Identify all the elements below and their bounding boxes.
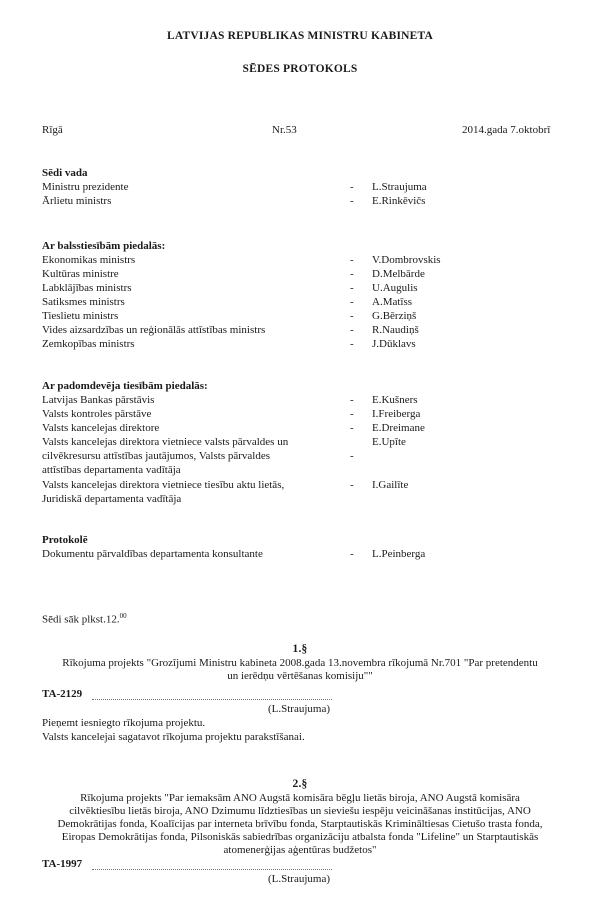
voting-name: V.Dombrovskis [372,254,441,266]
protocol-role: Dokumentu pārvaldības departamenta konsultante [42,548,263,560]
chair-role: Ministru prezidente [42,181,129,193]
voting-role: Labklājības ministrs [42,282,132,294]
advisory-dash: - [350,408,354,420]
advisory-name: E.Kušners [372,394,418,406]
advisory-role: Valsts kontroles pārstāve [42,408,152,420]
document-subtitle: SĒDES PROTOKOLS [242,63,358,75]
start-time-text: Sēdi sāk plkst.12. [42,613,120,626]
voting-role: Zemkopības ministrs [42,338,135,350]
advisory-deputy2-name: I.Gailīte [372,479,409,491]
item2-title-line: Eiropas Demokrātijas fonda, Pilsoniskās sabiedrības organizāciju atbalsta fonda "Lifeline" un Starptautiskās [61,831,539,843]
item1-number: 1.§ [292,643,308,655]
item1-signature-line [92,699,332,700]
protocol-name: L.Peinberga [372,548,426,560]
voting-role: Ekonomikas ministrs [42,254,136,266]
item1-title [30,657,570,683]
item2-title-line: atomenerģijas aģentūras budžetos" [223,844,377,856]
item2-title-line: Demokrātijas fonda, Koalīcijas par interneta brīvību fonda, Starptautiskās Krimināltiesas Cietušo trasta fonda, [57,818,543,830]
voting-role: Vides aizsardzības un reģionālās attīstības ministrs [42,324,266,336]
voting-dash: - [350,310,354,322]
advisory-role: Latvijas Bankas pārstāvis [42,394,155,406]
chair-dash: - [350,181,354,193]
advisory-deputy2-role: Juridiskā departamenta vadītāja [42,493,182,505]
voting-name: J.Dūklavs [372,338,416,350]
item1-decision: Valsts kancelejai sagatavot rīkojuma projektu parakstīšanai. [42,731,305,743]
voting-dash: - [350,268,354,280]
voting-dash: - [350,324,354,336]
advisory-name: I.Freiberga [372,408,421,420]
voting-name: R.Naudiņš [372,324,419,336]
item2-code: TA-1997 [42,858,83,870]
item2-title-line: cilvēktiesību lietās biroja, ANO Dzimumu līdztiesības un sieviešu iespēju veicināšanas institūcijas, ANO [69,805,531,817]
advisory-role: Valsts kancelejas direktore [42,422,160,434]
start-time-minutes: 00 [119,612,127,620]
start-time [42,612,127,626]
advisory-name: E.Dreimane [372,422,425,434]
chair-dash: - [350,195,354,207]
item2-number: 2.§ [292,778,308,790]
advisory-deputy1-dash: - [350,450,354,462]
item1-title-line: Rīkojuma projekts "Grozījumi Ministru kabineta 2008.gada 13.novembra rīkojumā Nr.701 "Par pretendentu [62,657,538,669]
document-title: LATVIJAS REPUBLIKAS MINISTRU KABINETA [166,30,434,42]
advisory-deputy1-name: E.Upīte [372,436,406,448]
advisory-deputy1-role: cilvēkresursu attīstības jautājumos, Valsts pārvaldes [42,450,271,462]
protocol-dash: - [350,548,354,560]
advisory-deputy1-role: Valsts kancelejas direktora vietniece valsts pārvaldes un [42,436,289,448]
voting-role: Tieslietu ministrs [42,310,119,322]
meeting-place: Rīgā [42,124,63,136]
protocol-heading: Protokolē [42,534,88,546]
voting-name: D.Melbārde [372,268,425,280]
voting-dash: - [350,254,354,266]
chair-heading: Sēdi vada [42,167,88,179]
advisory-deputy2-role: Valsts kancelejas direktora vietniece tiesību aktu lietās, [42,479,285,491]
advisory-dash: - [350,394,354,406]
protocol-number: Nr.53 [272,124,297,136]
chair-role: Ārlietu ministrs [42,195,112,207]
voting-dash: - [350,338,354,350]
advisory-deputy1-role: attīstības departamenta vadītāja [42,464,181,476]
advisory-heading: Ar padomdevēja tiesībām piedalās: [42,380,208,392]
voting-heading: Ar balsstiesībām piedalās: [42,240,166,252]
chair-name: E.Rinkēvičs [372,195,426,207]
voting-name: G.Bērziņš [372,310,417,322]
meeting-date: 2014.gada 7.oktobrī [462,124,551,136]
item1-signer: (L.Straujuma) [268,703,331,715]
voting-role: Kultūras ministre [42,268,119,280]
voting-role: Satiksmes ministrs [42,296,125,308]
item1-title-line: un ierēdņu vērtēšanas komisiju"" [227,670,373,682]
chair-name: L.Straujuma [372,181,427,193]
item2-title [30,792,570,857]
voting-name: U.Augulis [372,282,418,294]
item1-code: TA-2129 [42,688,83,700]
advisory-dash: - [350,422,354,434]
item2-signer: (L.Straujuma) [268,873,331,885]
advisory-deputy2-dash: - [350,479,354,491]
voting-dash: - [350,296,354,308]
voting-dash: - [350,282,354,294]
item2-signature-line [92,869,332,870]
item2-title-line: Rīkojuma projekts "Par iemaksām ANO Augstā komisāra bēgļu lietās biroja, ANO Augstā komisāra [80,792,520,804]
item1-decision: Pieņemt iesniegto rīkojuma projektu. [42,717,206,729]
voting-name: A.Matīss [372,296,413,308]
